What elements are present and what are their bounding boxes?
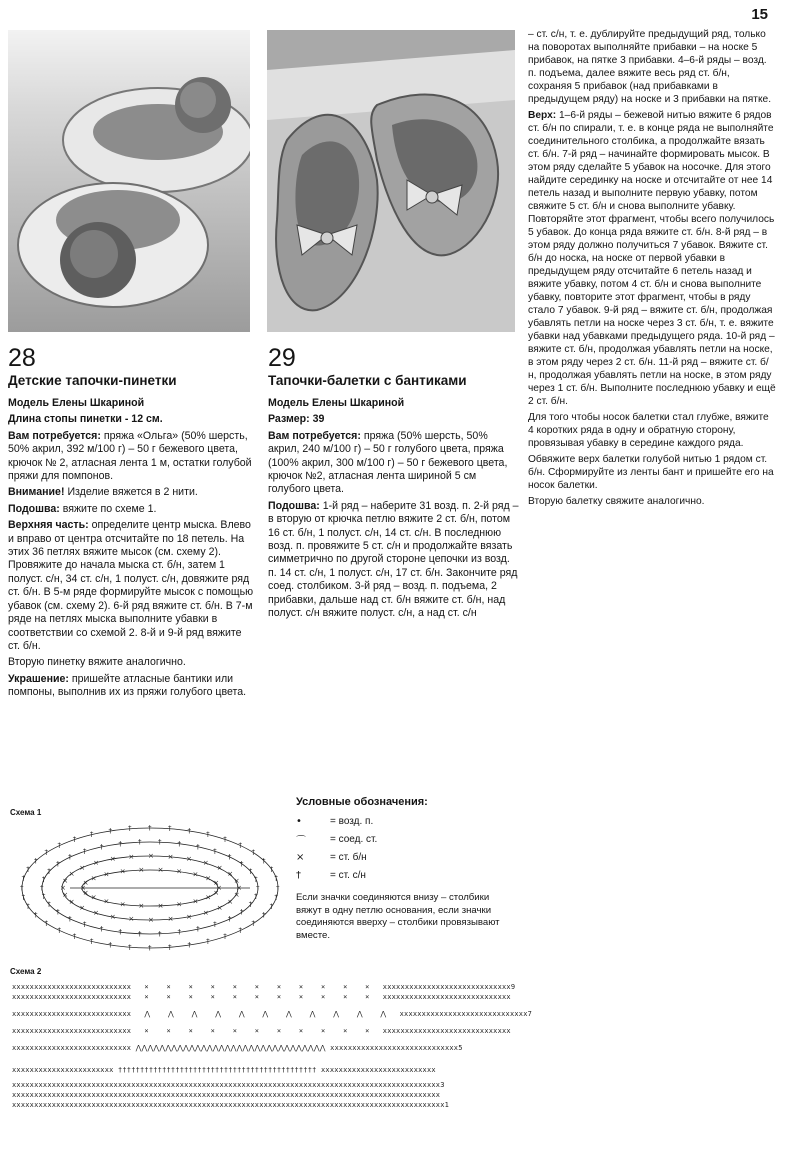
model-number-28: 28 <box>8 344 36 372</box>
legend-label-slip: = соед. ст. <box>330 833 378 845</box>
stitch-mark: × <box>186 912 193 921</box>
stitch-mark: † <box>239 859 244 868</box>
scheme-1-label: Схема 1 <box>10 808 42 817</box>
stitch-mark: † <box>72 932 77 941</box>
row-number-7: 7 <box>527 1010 533 1018</box>
stitch-mark: † <box>68 853 72 862</box>
second-29: Вторую балетку свяжите аналогично. <box>528 496 705 507</box>
stitch-mark: × <box>205 893 212 902</box>
legend-item-slip <box>296 830 506 848</box>
materials-label-29: Вам потребуется: <box>268 429 361 442</box>
baby-slippers-illustration <box>8 30 250 332</box>
scheme-2-row-1: xxxxxxxxxxxxxxxxxxxxxxxxxxxxxxxxxxxxxxxxxxxxxxxxxxxxxxxxxxxxxxxxxxxxxxxxxxxxxxxxxxxxxxxxxxxxxxxxxx1 <box>12 1101 450 1109</box>
stitch-mark: † <box>223 835 227 844</box>
stitch-mark: † <box>213 847 217 856</box>
stitch-mark: † <box>138 929 142 938</box>
stitch-mark: † <box>40 884 44 892</box>
stitch-mark: × <box>62 876 69 885</box>
stitch-mark: † <box>44 848 48 857</box>
stitch-mark: † <box>57 926 61 935</box>
stitch-mark: × <box>103 870 110 879</box>
stitch-mark: † <box>196 842 200 851</box>
stitch-mark: † <box>276 884 280 892</box>
attention-28 <box>8 486 256 499</box>
stitch-mark: † <box>269 865 274 874</box>
materials-text-29: пряжа (50% шерсть, 50% акрил, 240 м/100 г) – 50 г голубого цвета, пряжа (100% акрил, 300 м/100 г) – 50 г бежевого цвета, крючок №2, атласная лента шириной 5 см голубого цвета. <box>268 429 508 496</box>
stitch-mark: † <box>256 884 260 892</box>
stitch-mark: † <box>168 943 172 952</box>
stitch-mark: † <box>26 902 30 911</box>
scheme-2-row-9: xxxxxxxxxxxxxxxxxxxxxxxxxxx × × × × × × × × × × × xxxxxxxxxxxxxxxxxxxxxxxxxxxxx9 <box>12 983 516 991</box>
stitch-mark: × <box>192 870 199 879</box>
upper-28 <box>8 519 256 653</box>
stitch-mark: † <box>227 853 232 862</box>
stitch-mark: † <box>177 928 182 937</box>
stitch-mark: † <box>56 908 60 917</box>
decor-label-28: Украшение: <box>8 672 69 685</box>
stitch-mark: † <box>196 925 200 934</box>
page-number: 15 <box>751 6 768 23</box>
stitch-mark: † <box>239 908 244 917</box>
stitch-mark: † <box>168 824 172 833</box>
stitch-mark: × <box>192 897 199 906</box>
column-model-29 <box>268 344 520 624</box>
stitch-mark: † <box>138 838 142 847</box>
legend-title: Условные обозначения: <box>296 796 428 808</box>
stitch-mark: × <box>68 870 75 879</box>
stitch-mark: † <box>33 856 38 865</box>
stitch-mark: † <box>57 841 61 850</box>
stitch-mark: × <box>80 884 86 892</box>
stitch-mark: × <box>213 889 220 898</box>
stitch-mark: † <box>269 902 274 911</box>
stitch-mark: × <box>233 891 240 900</box>
ballet-slippers-illustration <box>267 30 515 332</box>
stitch-mark: × <box>128 852 135 861</box>
scheme-1-diagram <box>10 818 290 958</box>
stitch-mark: † <box>21 874 26 883</box>
stitch-mark: † <box>26 865 30 874</box>
legend-item-sc <box>296 848 506 866</box>
stitch-mark: × <box>138 866 145 875</box>
model-title-29: Тапочки-балетки с бантиками <box>268 373 467 388</box>
second-28: Вторую пинетку вяжите аналогично. <box>8 656 186 669</box>
stitch-mark: † <box>206 830 210 839</box>
stitch-mark: † <box>44 919 48 928</box>
stitch-mark: † <box>187 826 192 835</box>
row-number-1: 1 <box>444 1101 450 1109</box>
stitch-mark: × <box>93 858 100 867</box>
column-right <box>528 28 776 511</box>
stitch-mark: † <box>89 830 94 839</box>
legend-item-chain <box>296 812 506 830</box>
legend-note: Если значки соединяются внизу – столбики вяжут в одну петлю основания, если значки соединяются вверху – столбики провязывают вместе. <box>296 892 500 941</box>
size-28: Длина стопы пинетки - 12 см. <box>8 413 163 426</box>
stitch-mark: † <box>274 874 278 883</box>
photo-baby-slippers <box>8 30 250 332</box>
stitch-mark: † <box>148 944 152 952</box>
decor-text-28: пришейте атласные бантики или помпоны, выполнив их из пряжи голубого цвета. <box>8 672 247 699</box>
size-29: Размер: 39 <box>268 413 325 426</box>
materials-28 <box>8 430 256 484</box>
materials-label-28: Вам потребуется: <box>8 429 101 442</box>
stitch-mark: † <box>227 914 232 923</box>
row-number-3: 3 <box>440 1081 445 1089</box>
sole-label-28: Подошва: <box>8 502 60 515</box>
stitch-mark: × <box>213 878 220 887</box>
stitch-mark: × <box>90 893 97 902</box>
stitch-mark: × <box>157 866 164 875</box>
deeper-toe-text: Для того чтобы носок балетки стал глубже, вяжите 4 коротких ряда в одну и обратную сторону, провязывая убавку в середине каждого ряда. <box>528 412 769 449</box>
stitch-mark: † <box>251 919 256 928</box>
continued-text: – ст. с/н, т. е. дублируйте предыдущий ряд, только на поворотах выполняйте прибавки – на носке 5 прибавок, на пятке 3 прибавки. 4–6-й ряды – возд. п. подъема, далее вяжите весь ряд ст. б/н, сохраняя 5 прибавок (над прибавками в предыдущем ряду) на носке и 3 прибавки на пятке. <box>528 29 772 105</box>
materials-text-28: пряжа «Ольга» (50% шерсть, 50% акрил, 392 м/100 г) – 50 г бежевого цвета, крючок № 2, атласная лента 1 м, остатки голубой пряжи для помпонов. <box>8 429 252 483</box>
scheme-2-row-7: xxxxxxxxxxxxxxxxxxxxxxxxxxx ⋀ ⋀ ⋀ ⋀ ⋀ ⋀ ⋀ ⋀ ⋀ ⋀ ⋀ xxxxxxxxxxxxxxxxxxxxxxxxxxxxx7 <box>12 1010 533 1018</box>
stitch-mark: × <box>148 852 154 860</box>
stitch-mark: × <box>216 884 222 892</box>
stitch-mark: × <box>90 874 97 883</box>
stitch-mark: † <box>274 893 278 902</box>
stitch-mark: × <box>227 897 234 906</box>
scheme-2-row-8: xxxxxxxxxxxxxxxxxxxxxxxxxxx × × × × × × × × × × × xxxxxxxxxxxxxxxxxxxxxxxxxxxxx <box>12 993 511 1001</box>
stitch-mark: † <box>251 848 256 857</box>
stitch-mark: × <box>233 876 240 885</box>
single-crochet-icon: × <box>296 851 305 863</box>
stitch-mark: × <box>93 909 100 918</box>
legend-label-sc: = ст. б/н <box>330 851 367 863</box>
upper-label-28: Верхняя часть: <box>8 519 89 532</box>
materials-29 <box>268 430 520 497</box>
stitch-mark: † <box>89 937 94 946</box>
stitch-mark: × <box>79 864 86 873</box>
upper-label-29: Верх: <box>528 110 557 121</box>
stitch-mark: † <box>33 911 38 920</box>
stitch-mark: † <box>47 900 51 909</box>
stitch-mark: † <box>262 856 266 865</box>
legend-label-chain: = возд. п. <box>330 815 374 827</box>
stitch-mark: † <box>262 911 266 920</box>
stitch-mark: † <box>248 900 253 909</box>
upper-text-29: 1–6-й ряды – бежевой нитью вяжите 6 рядов ст. б/н по спирали, т. е. в конце ряда не выполняйте соединительного столбика, а продолжайте вязать ст. б/н. 7-й ряд – начинайте формировать мысок. В этом ряду сделайте 5 убавок на носочке. Для этого найдите серединку на носке и отсчитайте от нее 14 петель назад и выполните первую убавку, потом свяжите 5 ст. б/н и снова выполните убавку. Повторяйте этот фрагмент, чтобы всего получилось 5 убавок. До конца ряда вяжите ст. б/н. 8-й ряд – в этом ряду должно получиться 7 убавок. Вяжите ст. б/н до носка, на носке от первой убавки в предыдущем ряду отсчитайте 6 петель назад и вяжите убавку, потом 4 ст. б/н и снова выполните убавку, повторите этот фрагмент, чтобы в ряду стало 7 убавок. 9-й ряд – вяжите ст. б/н, продолжая убавлять петли на носке через 3 ст. б/н, т. е. вяжите убавки над убавками предыдущего ряда. 10-й ряд – вяжите ст. б/н, продолжая убавлять петли на носке, в этом ряду через 2 ст. б/н. 11-й ряд – вяжите ст. б/н, продолжая убавлять петли на носке, в этом ряду через 1 ст. б/н. Выполните последнюю убавку и ещё 2 ст. б/н. <box>528 110 776 407</box>
stitch-mark: † <box>21 893 26 902</box>
stitch-mark: × <box>176 900 183 909</box>
upper-text-28: определите центр мыска. Влево и вправо от центра отсчитайте по 18 петель. На этих 36 петлях вяжите мысок (см. схему 2). Провяжите до начала мыска ст. б/н, затем 1 полуст. с/н, 34 ст. с/н, 1 полуст. с/н, довяжите ряд ст. б/н. В 5-м ряде формируйте мысок с помощью убавок (см. схему 2). 6-й ряд вяжите ст. б/н. В 7-м ряде на петлях мыска выполните убавки в соответствии со схемой 2. 8-й и 9-й ряд вяжите ст. б/н. <box>8 519 254 652</box>
stitch-mark: × <box>103 897 110 906</box>
stitch-mark: × <box>202 909 209 918</box>
scheme-2-row-5: xxxxxxxxxxxxxxxxxxxxxxxxxxx ⋀⋀⋀⋀⋀⋀⋀⋀⋀⋀⋀⋀⋀⋀⋀⋀⋀⋀⋀⋀⋀⋀⋀⋀⋀⋀⋀⋀⋀⋀⋀⋀ xxxxxxxxxxxxxxxxxxxxxxxxxxxxx5 <box>12 1044 463 1052</box>
stitch-mark: × <box>167 852 174 861</box>
stitch-mark: × <box>157 901 164 910</box>
column-model-28 <box>8 344 256 703</box>
chain-stitch-icon: • <box>296 815 302 827</box>
stitch-mark: † <box>118 839 122 848</box>
stitch-mark: × <box>79 903 86 912</box>
stitch-mark: † <box>72 835 77 844</box>
stitch-mark: × <box>109 912 116 921</box>
decor-28 <box>8 673 256 700</box>
stitch-mark: × <box>128 915 135 924</box>
stitch-mark: × <box>119 867 126 876</box>
stitch-mark: † <box>20 884 24 892</box>
stitch-mark: † <box>254 875 258 884</box>
stitch-mark: † <box>99 842 104 851</box>
scheme-2-row-6: xxxxxxxxxxxxxxxxxxxxxxxxxxx × × × × × × × × × × × xxxxxxxxxxxxxxxxxxxxxxxxxxxxx <box>12 1027 511 1035</box>
stitch-mark: † <box>82 847 87 856</box>
stitch-mark: † <box>157 838 162 847</box>
stitch-mark: × <box>216 864 223 873</box>
stitch-mark: † <box>41 892 46 901</box>
stitch-mark: † <box>238 841 243 850</box>
stitch-mark: × <box>119 900 126 909</box>
stitch-mark: † <box>68 914 72 923</box>
stitch-mark: × <box>176 867 183 876</box>
model-number-29: 29 <box>268 344 296 372</box>
stitch-mark: † <box>157 929 162 938</box>
stitch-mark: × <box>138 901 145 910</box>
photo-ballet-slippers <box>267 30 515 332</box>
stitch-mark: † <box>206 937 210 946</box>
stitch-mark: × <box>148 916 154 924</box>
stitch-mark: × <box>186 855 193 864</box>
stitch-mark: † <box>254 892 258 901</box>
stitch-mark: × <box>60 884 66 892</box>
stitch-mark: † <box>223 932 227 941</box>
scheme-2-diagram <box>12 982 592 1110</box>
stitch-mark: × <box>167 915 174 924</box>
scheme-2-row-4: xxxxxxxxxxxxxxxxxxxxxxx ††††††††††††††††††††††††††††††††††††††††††††† xxxxxxxxxxxxxxxxxxxxxxxxxx <box>12 1066 436 1074</box>
scheme-2-row-3: xxxxxxxxxxxxxxxxxxxxxxxxxxxxxxxxxxxxxxxxxxxxxxxxxxxxxxxxxxxxxxxxxxxxxxxxxxxxxxxxxxxxxxxxxxxxxxxxx3 <box>12 1081 445 1089</box>
row-number-9: 9 <box>510 983 516 991</box>
stitch-mark: × <box>82 889 89 898</box>
row-number-5: 5 <box>458 1044 463 1052</box>
slip-stitch-icon: ⌒ <box>296 835 306 847</box>
sole-28 <box>8 503 256 516</box>
stitch-mark: † <box>47 867 51 876</box>
sole-29 <box>268 500 520 621</box>
stitch-mark: × <box>216 903 223 912</box>
legend-item-dc <box>296 866 506 884</box>
double-crochet-icon: † <box>296 869 301 881</box>
stitch-mark: × <box>82 878 89 887</box>
finish-text: Обвяжите верх балетки голубой нитью 1 рядом ст. б/н. Сформируйте из ленты бант и пришейте его на носок балетки. <box>528 454 774 491</box>
stitch-mark: † <box>108 941 112 950</box>
stitch-mark: † <box>99 925 104 934</box>
legend-label-dc: = ст. с/н <box>330 869 366 881</box>
stitch-mark: † <box>148 824 152 832</box>
author-28: Модель Елены Шкариной <box>8 397 145 409</box>
sole-label-29: Подошва: <box>268 499 320 512</box>
stitch-mark: † <box>41 875 46 884</box>
scheme-2-label: Схема 2 <box>10 967 42 976</box>
scheme-2-row-2: xxxxxxxxxxxxxxxxxxxxxxxxxxxxxxxxxxxxxxxxxxxxxxxxxxxxxxxxxxxxxxxxxxxxxxxxxxxxxxxxxxxxxxxxxxxxxxxxx <box>12 1091 441 1099</box>
stitch-mark: † <box>108 826 112 835</box>
stitch-mark: † <box>127 943 132 952</box>
stitch-mark: × <box>205 874 212 883</box>
stitch-mark: × <box>227 870 234 879</box>
sole-text-29: 1-й ряд – наберите 31 возд. п. 2-й ряд – в вторую от крючка петлю вяжите 2 ст. б/н, потом 16 ст. б/н, 1 полуст. с/н, 14 ст. с/н. В последнюю возд. п. провяжите 5 ст. с/н и продолжайте вязать симметрично по другой стороне цепочки из возд. п. 14 ст. с/н, 1 полуст. с/н, 17 ст. б/н. Закончите ряд соед. столбиком. 3-й ряд – возд. п. подъема, 2 прибавки, дальше над ст. б/н вяжите ст. б/н, над полуст. с/н вяжите полуст. с/н, а над ст. с/н <box>268 499 519 620</box>
stitch-mark: † <box>238 926 243 935</box>
stitch-mark: × <box>236 884 242 892</box>
stitch-mark: × <box>202 858 209 867</box>
stitch-mark: × <box>68 897 75 906</box>
author-29: Модель Елены Шкариной <box>268 397 405 409</box>
stitch-mark: † <box>187 941 192 950</box>
stitch-mark: † <box>118 928 122 937</box>
stitch-mark: † <box>82 920 87 929</box>
attention-text-28: Изделие вяжется в 2 нити. <box>67 486 198 499</box>
stitch-mark: † <box>56 859 60 868</box>
stitch-mark: † <box>213 920 217 929</box>
attention-label-28: Внимание! <box>8 486 65 499</box>
sole-text-28: вяжите по схеме 1. <box>62 502 157 515</box>
stitch-mark: † <box>177 839 182 848</box>
legend <box>296 796 506 942</box>
upper-29 <box>528 109 776 408</box>
stitch-mark: † <box>127 824 132 833</box>
stitch-mark: × <box>62 891 69 900</box>
stitch-mark: × <box>109 855 116 864</box>
model-title-28: Детские тапочки-пинетки <box>8 373 177 388</box>
stitch-mark: † <box>248 867 253 876</box>
